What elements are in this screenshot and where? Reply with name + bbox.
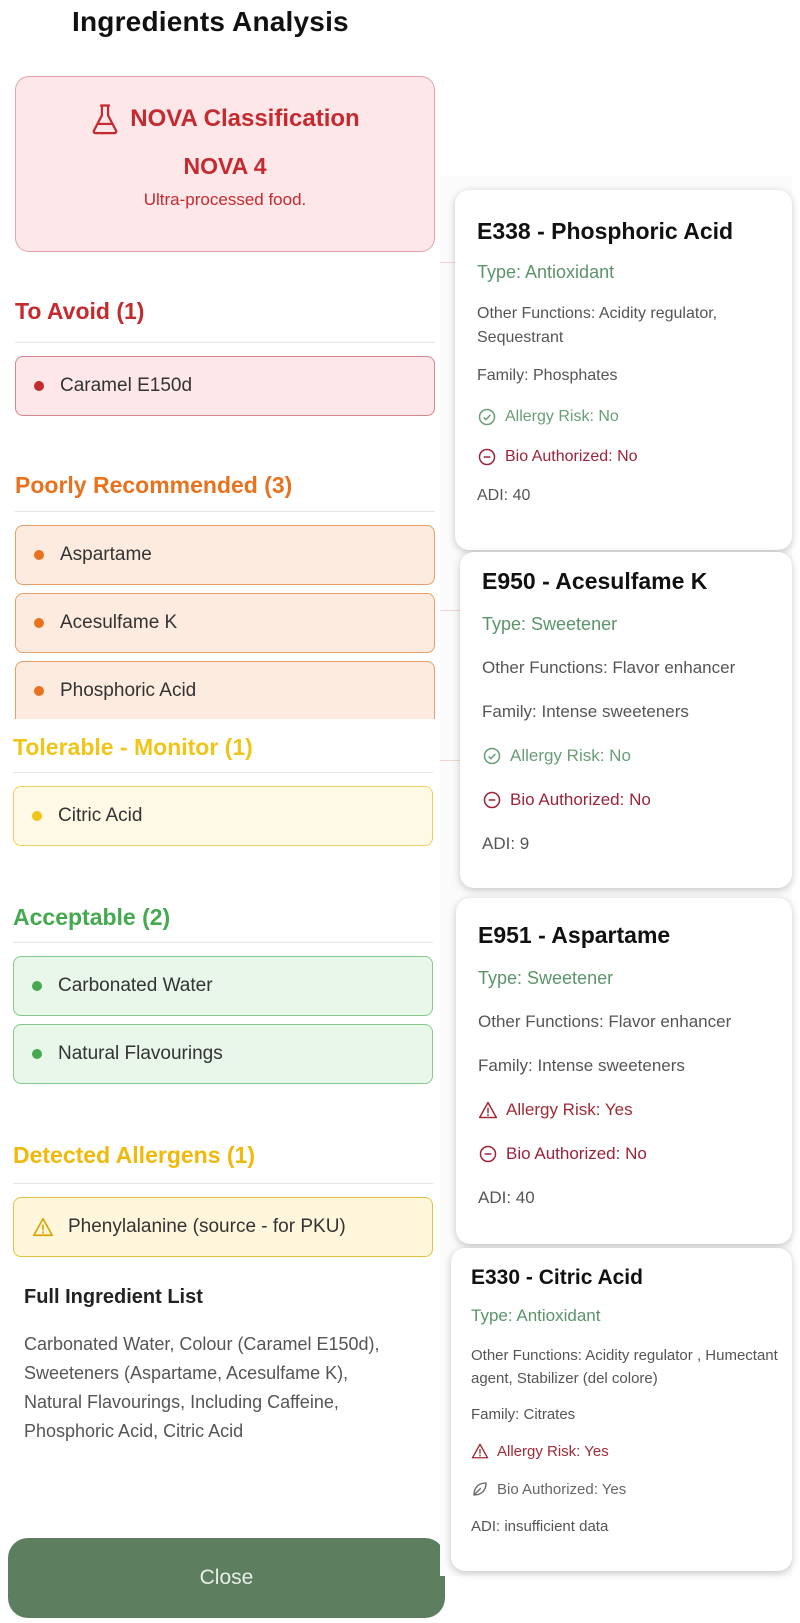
allergy-label: Allergy Risk: No	[510, 746, 631, 765]
orange-dot-icon	[34, 686, 44, 696]
list-item-phenylalanine[interactable]	[13, 1197, 433, 1257]
minus-circle-icon	[482, 790, 502, 810]
item-label: Carbonated Water	[58, 975, 213, 996]
nova-value: NOVA 4	[183, 153, 267, 179]
item-label: Phosphoric Acid	[60, 679, 197, 701]
section-divider	[15, 342, 435, 343]
green-dot-icon	[32, 1049, 42, 1059]
card-title: E338 - Phosphoric Acid	[477, 218, 734, 244]
card-other-functions: Other Functions: Acidity regulator , Humectant agent, Stabilizer (del colore)	[471, 1347, 778, 1387]
card-family: Family: Phosphates	[477, 367, 618, 384]
card-adi: ADI: insufficient data	[471, 1518, 609, 1535]
additive-card-e951[interactable]	[456, 898, 792, 1244]
section-divider	[13, 942, 433, 943]
minus-circle-icon	[477, 447, 497, 467]
card-other-functions: Other Functions: Flavor enhancer	[482, 658, 736, 677]
list-item-phosphoric[interactable]	[15, 661, 435, 719]
list-item-carbonated-water[interactable]	[13, 956, 433, 1016]
card-bio	[478, 1144, 778, 1164]
card-title: E951 - Aspartame	[478, 922, 671, 948]
nova-card	[15, 76, 435, 252]
additive-card-e330[interactable]	[451, 1248, 792, 1571]
full-ingredient-title: Full Ingredient List	[24, 1286, 203, 1308]
item-label: Caramel E150d	[60, 375, 193, 396]
card-other-functions: Other Functions: Acidity regulator, Sequestrant	[477, 305, 718, 346]
card-title: E330 - Citric Acid	[471, 1266, 643, 1289]
red-dot-icon	[34, 381, 44, 391]
page-title: Ingredients Analysis	[72, 6, 349, 37]
check-circle-icon	[477, 407, 497, 427]
allergy-label: Allergy Risk: Yes	[506, 1100, 633, 1119]
section-divider	[13, 772, 433, 773]
orange-dot-icon	[34, 618, 44, 628]
section-divider	[13, 1183, 433, 1184]
section-title-acceptable: Acceptable (2)	[13, 904, 171, 930]
card-allergy	[477, 407, 778, 427]
card-adi: ADI: 9	[482, 834, 530, 853]
full-ingredient-text: Carbonated Water, Colour (Caramel E150d), Sweeteners (Aspartame, Acesulfame K), Natural Flavourings, Including Caffeine, Phosphoric Acid, Citric Acid	[24, 1334, 380, 1441]
card-title: E950 - Acesulfame K	[482, 568, 708, 594]
item-label: Phenylalanine (source - for PKU)	[68, 1216, 346, 1237]
bio-label: Bio Authorized: No	[506, 1144, 647, 1163]
card-type: Type: Sweetener	[482, 614, 618, 634]
card-family: Family: Intense sweeteners	[478, 1056, 685, 1075]
orange-dot-icon	[34, 550, 44, 560]
nova-description: Ultra-processed food.	[143, 190, 307, 209]
card-allergy	[478, 1100, 778, 1120]
item-label: Acesulfame K	[60, 612, 178, 633]
nova-heading	[16, 103, 434, 135]
card-allergy	[482, 746, 778, 766]
flask-icon	[90, 103, 120, 135]
item-label: Citric Acid	[58, 805, 143, 826]
item-label: Aspartame	[60, 544, 152, 565]
allergy-label: Allergy Risk: Yes	[497, 1442, 609, 1460]
card-family: Family: Intense sweeteners	[482, 702, 689, 721]
section-title-allergens: Detected Allergens (1)	[13, 1142, 255, 1168]
card-family: Family: Citrates	[471, 1406, 576, 1423]
card-adi: ADI: 40	[478, 1188, 535, 1207]
list-item-caramel[interactable]	[15, 356, 435, 416]
card-allergy	[471, 1442, 778, 1460]
warning-icon	[478, 1100, 498, 1120]
section-title-tolerable: Tolerable - Monitor (1)	[13, 734, 253, 760]
card-bio	[477, 447, 778, 467]
check-circle-icon	[482, 746, 502, 766]
section-divider	[15, 511, 435, 512]
warning-icon	[32, 1216, 54, 1238]
warning-icon	[471, 1442, 489, 1460]
section-title-avoid: To Avoid (1)	[15, 298, 145, 324]
list-item-aspartame[interactable]	[15, 525, 435, 585]
card-type: Type: Antioxidant	[477, 262, 615, 282]
close-button[interactable]: Close	[8, 1538, 445, 1618]
card-bio	[482, 790, 778, 810]
card-adi: ADI: 40	[477, 487, 531, 504]
card-type: Type: Sweetener	[478, 968, 614, 988]
section-title-poor: Poorly Recommended (3)	[15, 472, 293, 498]
bio-label: Bio Authorized: No	[505, 448, 638, 465]
green-dot-icon	[32, 981, 42, 991]
bio-label: Bio Authorized: No	[510, 790, 651, 809]
allergy-label: Allergy Risk: No	[505, 408, 619, 425]
item-label: Natural Flavourings	[58, 1043, 223, 1064]
list-item-citric[interactable]	[13, 786, 433, 846]
list-item-natural-flavourings[interactable]	[13, 1024, 433, 1084]
additive-card-e338[interactable]	[455, 190, 792, 550]
yellow-dot-icon	[32, 811, 42, 821]
card-other-functions: Other Functions: Flavor enhancer	[478, 1012, 732, 1031]
minus-circle-icon	[478, 1144, 498, 1164]
additive-card-e950[interactable]	[460, 552, 792, 888]
leaf-icon	[471, 1480, 489, 1498]
bio-label: Bio Authorized: Yes	[497, 1480, 627, 1498]
nova-heading-label: NOVA Classification	[130, 105, 360, 132]
card-bio	[471, 1480, 778, 1498]
list-item-acesulfame[interactable]	[15, 593, 435, 653]
card-type: Type: Antioxidant	[471, 1306, 601, 1325]
